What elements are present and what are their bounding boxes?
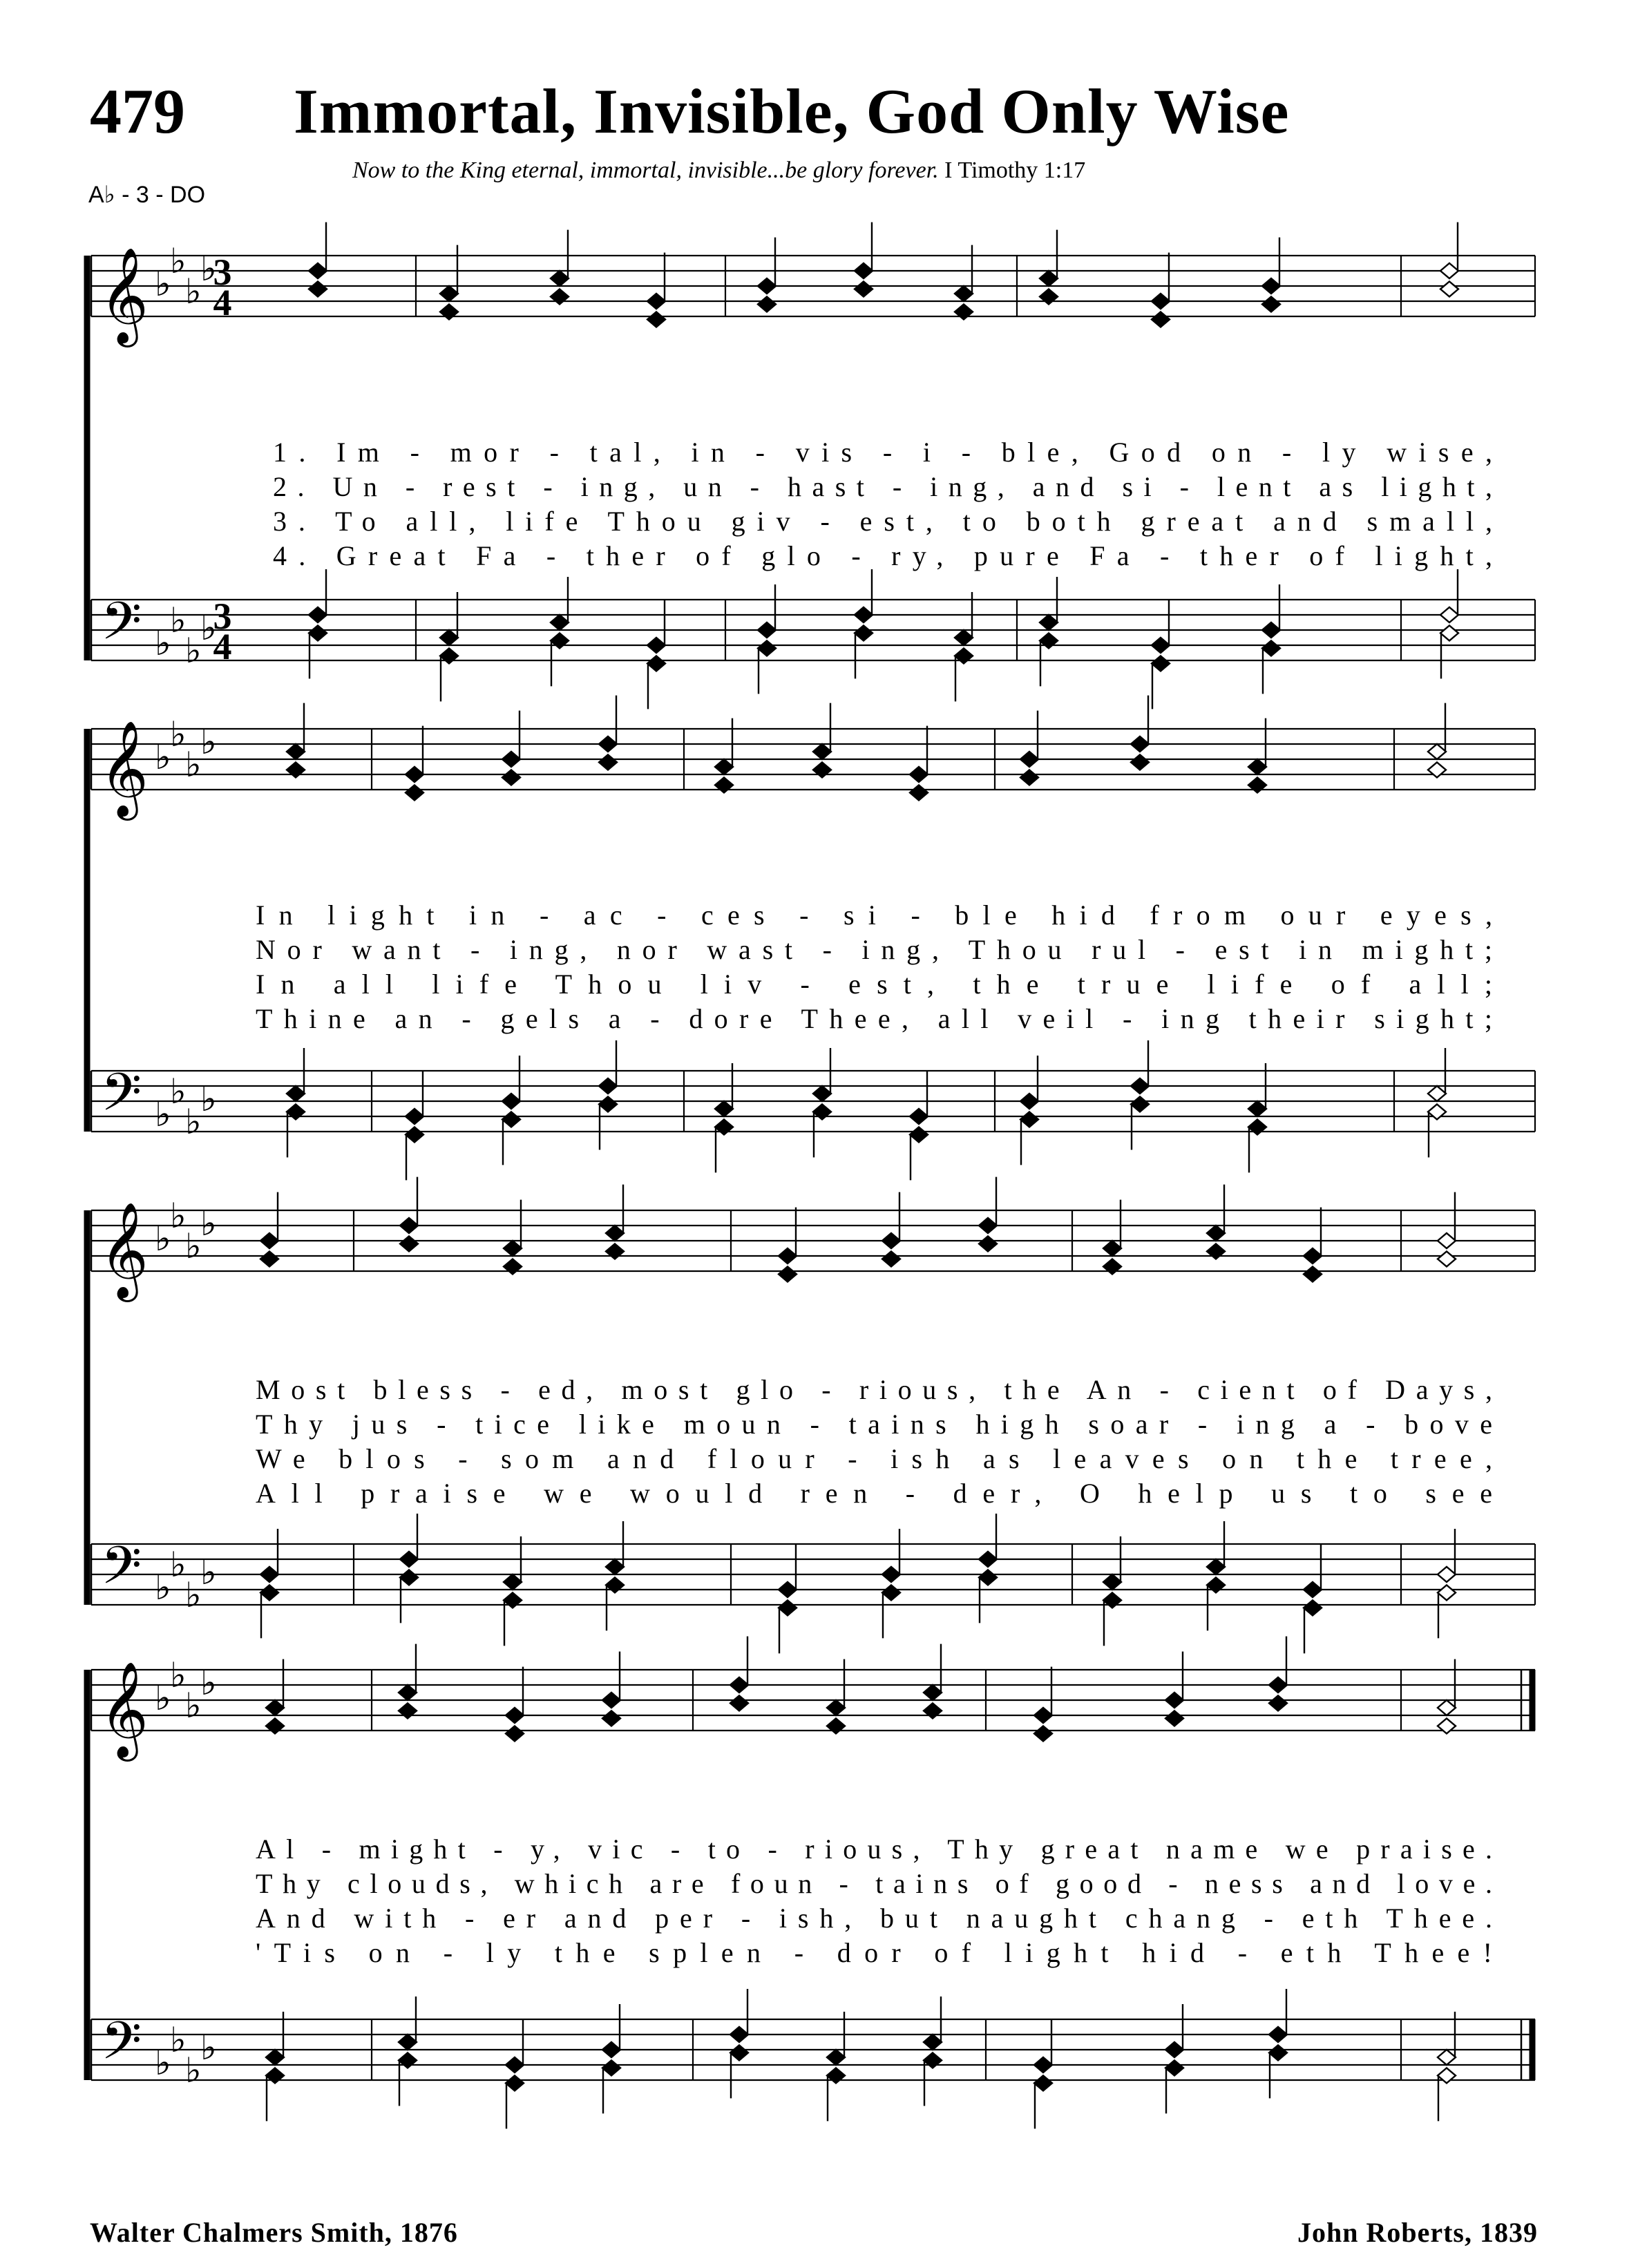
note-head — [1248, 759, 1266, 774]
note-head — [758, 296, 776, 312]
flat-icon: ♭ — [155, 1219, 171, 1259]
treble-staff-1 — [91, 241, 1535, 347]
note-head — [730, 2045, 748, 2060]
bass-clef-icon: 𝄢 — [101, 1535, 142, 1609]
note-head — [882, 1585, 900, 1600]
treble-staff-2 — [91, 714, 1535, 821]
note-head — [399, 2034, 417, 2050]
note-head — [979, 1570, 997, 1585]
flat-icon: ♭ — [155, 264, 171, 304]
note-head — [1269, 1677, 1287, 1693]
note-head — [400, 1218, 418, 1233]
note-head — [551, 615, 569, 630]
note-head — [506, 2057, 524, 2072]
note-head — [506, 1708, 524, 1723]
bass-notes-3 — [260, 1514, 1456, 1653]
note-head — [882, 1251, 900, 1266]
lyric-line-verse-2: Thy clouds, which are foun - tains of good - ness and love. — [256, 1868, 1493, 1899]
treble-clef-icon: 𝄞 — [99, 1202, 149, 1298]
note-head — [1034, 2057, 1052, 2072]
note-head — [399, 1685, 417, 1700]
note-head — [502, 770, 520, 785]
lyric-line-verse-3: 3. To all, life Thou giv - est, to both great and small, — [273, 506, 1493, 537]
note-head — [1152, 656, 1170, 671]
note-head — [440, 286, 458, 301]
flat-icon: ♭ — [200, 1663, 217, 1703]
note-head — [602, 1693, 620, 1708]
note-head — [1165, 2060, 1183, 2075]
note-head — [406, 1109, 423, 1124]
flat-icon: ♭ — [155, 623, 171, 663]
note-head — [779, 1582, 797, 1597]
note-head — [758, 640, 776, 656]
note-head — [1020, 752, 1038, 767]
lyric-line-verse-2: 2. Un - rest - ing, un - hast - ing, and si - lent as light, — [273, 471, 1493, 502]
note-head — [506, 2075, 524, 2090]
flat-icon: ♭ — [185, 1226, 202, 1266]
note-head — [1304, 1600, 1322, 1615]
note-head — [309, 263, 327, 278]
lyric-line-verse-1: Most bless - ed, most glo - rious, the An - cient of Days, — [256, 1374, 1493, 1405]
note-head — [440, 648, 458, 663]
note-head — [599, 754, 617, 770]
note-head — [730, 2027, 748, 2042]
flat-icon: ♭ — [200, 1552, 217, 1592]
bass-clef-icon: 𝄢 — [101, 2010, 142, 2084]
bass-clef-icon: 𝄢 — [101, 1062, 142, 1136]
note-head — [287, 1086, 305, 1101]
note-head — [309, 281, 327, 296]
lyric-line-verse-3: In all life Thou liv - est, the true life of all; — [256, 969, 1492, 1000]
flat-icon: ♭ — [185, 2050, 202, 2090]
note-head — [979, 1218, 997, 1233]
flat-icon: ♭ — [200, 1203, 217, 1243]
note-head — [599, 1096, 617, 1112]
note-head — [1131, 736, 1149, 752]
note-head — [910, 1127, 928, 1142]
note-head — [910, 785, 928, 800]
note-head — [1440, 263, 1458, 278]
treble-notes-1 — [309, 222, 1458, 327]
note-head — [260, 1251, 278, 1266]
note-head — [1131, 1078, 1149, 1094]
note-head — [910, 1109, 928, 1124]
note-head — [647, 656, 665, 671]
note-head — [502, 1094, 520, 1109]
note-head — [715, 759, 733, 774]
note-head — [504, 1241, 522, 1256]
bass-notes-1 — [309, 569, 1458, 709]
note-head — [855, 625, 873, 640]
flat-icon: ♭ — [170, 241, 187, 281]
note-head — [955, 286, 973, 301]
key-indicator: A♭ - 3 - DO — [88, 182, 206, 208]
lyric-line-verse-1: Al - might - y, vic - to - rious, Thy great name we praise. — [256, 1833, 1492, 1865]
flat-icon: ♭ — [200, 2028, 217, 2068]
lyric-line-verse-4: 'Tis on - ly the splen - dor of light hid - eth Thee! — [256, 1937, 1493, 1968]
note-head — [1262, 622, 1280, 638]
bass-staff-1 — [91, 591, 1535, 671]
note-head — [502, 1112, 520, 1127]
note-head — [715, 1101, 733, 1116]
note-head — [924, 1685, 942, 1700]
note-head — [979, 1236, 997, 1251]
note-head — [855, 607, 873, 622]
note-head — [1440, 607, 1458, 622]
note-head — [266, 1700, 284, 1715]
note-head — [779, 1248, 797, 1264]
note-head — [1040, 271, 1058, 286]
treble-notes-2 — [287, 696, 1446, 801]
flat-icon: ♭ — [170, 1196, 187, 1236]
note-head — [882, 1567, 900, 1582]
note-head — [266, 2050, 284, 2065]
lyric-line-verse-3: We blos - som and flour - ish as leaves on the tree, — [256, 1443, 1493, 1474]
note-head — [1428, 744, 1446, 759]
treble-clef-icon: 𝄞 — [99, 1661, 149, 1757]
note-head — [1428, 1086, 1446, 1101]
note-head — [1438, 1567, 1456, 1582]
note-head — [1262, 640, 1280, 656]
note-head — [602, 2060, 620, 2075]
note-head — [1304, 1582, 1322, 1597]
note-head — [730, 1695, 748, 1710]
note-head — [1165, 1710, 1183, 1726]
note-head — [406, 767, 423, 782]
note-head — [1438, 1585, 1456, 1600]
note-head — [551, 633, 569, 648]
note-head — [1152, 638, 1170, 653]
note-head — [506, 1726, 524, 1741]
flat-icon: ♭ — [155, 1678, 171, 1718]
note-head — [602, 2042, 620, 2057]
note-head — [1438, 1233, 1456, 1248]
lyric-line-verse-4: 4. Great Fa - ther of glo - ry, pure Fa - ther of light, — [273, 540, 1492, 571]
note-head — [1269, 1695, 1287, 1710]
flat-icon: ♭ — [155, 1567, 171, 1608]
time-signature-bottom: 4 — [213, 626, 232, 667]
note-head — [1034, 2075, 1052, 2090]
note-head — [1131, 754, 1149, 770]
flat-icon: ♭ — [170, 1545, 187, 1585]
note-head — [260, 1585, 278, 1600]
note-head — [1020, 1112, 1038, 1127]
note-head — [855, 281, 873, 296]
note-head — [551, 271, 569, 286]
note-head — [599, 1078, 617, 1094]
note-head — [440, 630, 458, 645]
flat-icon: ♭ — [170, 1655, 187, 1695]
lyric-line-verse-1: 1. Im - mor - tal, in - vis - i - ble, God on - ly wise, — [273, 437, 1492, 468]
bass-notes-4 — [266, 1989, 1456, 2128]
note-head — [647, 312, 665, 327]
note-head — [1269, 2027, 1287, 2042]
treble-staff-4 — [91, 1655, 1535, 1762]
flat-icon: ♭ — [185, 1102, 202, 1142]
note-head — [1438, 1700, 1456, 1715]
treble-clef-icon: 𝄞 — [99, 247, 149, 343]
note-head — [1304, 1248, 1322, 1264]
note-head — [260, 1233, 278, 1248]
note-head — [502, 752, 520, 767]
flat-icon: ♭ — [155, 1094, 171, 1134]
note-head — [602, 1710, 620, 1726]
note-head — [910, 767, 928, 782]
lyric-line-verse-3: And with - er and per - ish, but naught chang - eth Thee. — [256, 1903, 1492, 1934]
flat-icon: ♭ — [185, 631, 202, 671]
flat-icon: ♭ — [185, 1686, 202, 1726]
composer-credit: John Roberts, 1839 — [1297, 2217, 1538, 2248]
note-head — [1103, 1241, 1121, 1256]
flat-icon: ♭ — [170, 1071, 187, 1112]
note-head — [1262, 278, 1280, 294]
note-head — [1131, 1096, 1149, 1112]
note-head — [758, 622, 776, 638]
note-head — [400, 1552, 418, 1567]
note-head — [606, 1559, 624, 1574]
note-head — [400, 1236, 418, 1251]
note-head — [599, 736, 617, 752]
note-head — [406, 785, 423, 800]
note-head — [1165, 2042, 1183, 2057]
bass-clef-icon: 𝄢 — [101, 591, 142, 665]
lyric-line-verse-2: Nor want - ing, nor wast - ing, Thou rul - est in might; — [256, 934, 1492, 965]
lyric-line-verse-4: Thine an - gels a - dore Thee, all veil - ing their sight; — [256, 1003, 1493, 1034]
note-head — [647, 294, 665, 309]
note-head — [406, 1127, 423, 1142]
note-head — [1262, 296, 1280, 312]
note-head — [1248, 1101, 1266, 1116]
flat-icon: ♭ — [200, 1079, 217, 1119]
note-head — [813, 1086, 831, 1101]
treble-clef-icon: 𝄞 — [99, 721, 149, 817]
note-head — [813, 744, 831, 759]
note-head — [1165, 1693, 1183, 1708]
flat-icon: ♭ — [185, 745, 202, 785]
lyric-line-verse-1: In light in - ac - ces - si - ble hid from our eyes, — [256, 899, 1493, 931]
note-head — [1269, 2045, 1287, 2060]
lyric-line-verse-2: Thy jus - tice like moun - tains high soar - ing a - bove — [256, 1409, 1493, 1440]
note-head — [309, 607, 327, 622]
flat-icon: ♭ — [185, 1575, 202, 1615]
note-head — [1020, 1094, 1038, 1109]
flat-icon: ♭ — [200, 249, 217, 289]
time-signature-top: 3 — [213, 251, 232, 293]
note-head — [882, 1233, 900, 1248]
treble-notes-4 — [266, 1637, 1456, 1742]
flat-icon: ♭ — [155, 737, 171, 777]
flat-icon: ♭ — [200, 722, 217, 762]
time-signature-bottom: 4 — [213, 282, 232, 323]
note-head — [287, 744, 305, 759]
bass-staff-4 — [91, 2010, 1535, 2090]
note-head — [1438, 1251, 1456, 1266]
flat-icon: ♭ — [170, 600, 187, 640]
note-head — [1034, 1726, 1052, 1741]
note-head — [1304, 1266, 1322, 1281]
note-head — [1438, 2050, 1456, 2065]
note-head — [1040, 633, 1058, 648]
note-head — [955, 630, 973, 645]
note-head — [1020, 770, 1038, 785]
note-head — [827, 2050, 845, 2065]
treble-notes-3 — [260, 1177, 1456, 1282]
note-head — [1152, 312, 1170, 327]
note-head — [1152, 294, 1170, 309]
flat-icon: ♭ — [170, 714, 187, 754]
note-head — [400, 1570, 418, 1585]
note-head — [1040, 615, 1058, 630]
author-credit: Walter Chalmers Smith, 1876 — [90, 2217, 458, 2248]
note-head — [855, 263, 873, 278]
bass-staff-3 — [91, 1535, 1535, 1615]
note-head — [647, 638, 665, 653]
note-head — [1207, 1226, 1225, 1241]
hymn-number: 479 — [90, 76, 185, 146]
scripture-text: Now to the King eternal, immortal, invisible...be glory forever. — [352, 158, 939, 183]
bass-notes-2 — [287, 1040, 1446, 1180]
treble-staff-3 — [91, 1196, 1535, 1302]
note-head — [1034, 1708, 1052, 1723]
note-head — [758, 278, 776, 294]
flat-icon: ♭ — [170, 2020, 187, 2060]
note-head — [1440, 281, 1458, 296]
note-head — [730, 1677, 748, 1693]
note-head — [260, 1567, 278, 1582]
lyric-line-verse-4: All praise we would ren - der, O help us to see — [256, 1478, 1493, 1509]
note-head — [979, 1552, 997, 1567]
flat-icon: ♭ — [155, 2043, 171, 2083]
note-head — [504, 1574, 522, 1590]
note-head — [309, 625, 327, 640]
flat-icon: ♭ — [200, 608, 217, 648]
note-head — [1440, 625, 1458, 640]
flat-icon: ♭ — [185, 271, 202, 312]
hymn-title: Immortal, Invisible, God Only Wise — [294, 76, 1290, 146]
time-signature-top: 3 — [213, 595, 232, 637]
scripture-reference: I Timothy 1:17 — [944, 158, 1086, 183]
note-head — [924, 2034, 942, 2050]
note-head — [1103, 1574, 1121, 1590]
note-head — [955, 648, 973, 663]
note-head — [779, 1266, 797, 1281]
note-head — [1207, 1559, 1225, 1574]
note-head — [827, 1700, 845, 1715]
note-head — [779, 1600, 797, 1615]
note-head — [606, 1226, 624, 1241]
